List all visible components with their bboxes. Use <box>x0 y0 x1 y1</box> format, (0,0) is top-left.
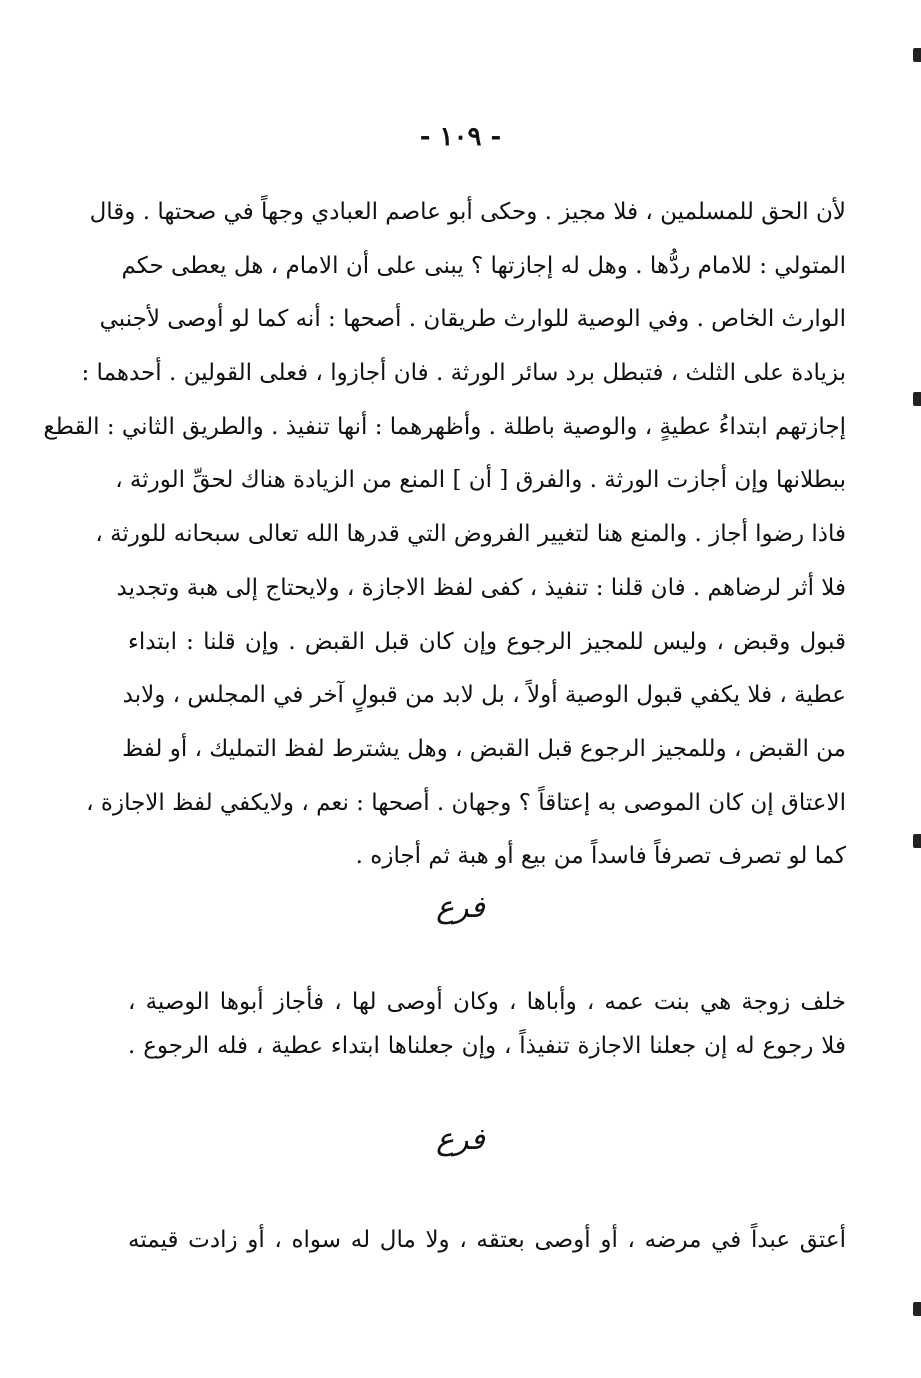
text-line: المتولي : للامام ردُّها . وهل له إجازتها ؟ يبنى على أن الامام ، هل يعطى حكم <box>121 252 846 279</box>
margin-mark <box>913 1302 921 1316</box>
margin-mark <box>913 48 921 62</box>
text-line: الوارث الخاص . وفي الوصية للوارث طريقان . أصحها : أنه كما لو أوصى لأجنبي <box>99 306 846 333</box>
text-line: الاعتاق إن كان الموصى به إعتاقاً ؟ وجهان . أصحها : نعم ، ولايكفي لفظ الاجازة ، <box>86 789 846 816</box>
text-line: بزيادة على الثلث ، فتبطل برد سائر الورثة . فان أجازوا ، فعلى القولين . أحدهما : <box>81 360 846 387</box>
page-number: - ١٠٩ - <box>419 122 502 152</box>
paragraph-2 <box>128 980 846 1068</box>
text-line: قبول وقبض ، وليس للمجيز الرجوع وإن كان قبل القبض . وإن قلنا : ابتداء <box>128 628 846 655</box>
text-line: ببطلانها وإن أجازت الورثة . والفرق [ أن ] المنع من الزيادة هناك لحقِّ الورثة ، <box>115 467 846 494</box>
text-line: فلا أثر لرضاهم . فان قلنا : تنفيذ ، كفى لفظ الاجازة ، ولايحتاج إلى هبة وتجديد <box>116 574 846 601</box>
text-line: عطية ، فلا يكفي قبول الوصية أولاً ، بل لابد من قبولٍ آخر في المجلس ، ولابد <box>122 682 846 709</box>
section-heading: فرع <box>436 890 485 925</box>
text-line: لأن الحق للمسلمين ، فلا مجيز . وحكى أبو عاصم العبادي وجهاً في صحتها . وقال <box>89 199 846 225</box>
margin-mark <box>913 834 921 848</box>
text-line: فاذا رضوا أجاز . والمنع هنا لتغيير الفروض التي قدرها الله تعالى سبحانه للورثة ، <box>95 521 846 548</box>
text-line: من القبض ، وللمجيز الرجوع قبل القبض ، وهل يشترط لفظ التمليك ، أو لفظ <box>121 735 846 762</box>
margin-mark <box>913 392 921 406</box>
section-heading: فرع <box>436 1122 485 1157</box>
text-line: أعتق عبداً في مرضه ، أو أوصى بعتقه ، ولا مال له سواه ، أو زادت قيمته <box>128 1227 846 1253</box>
paragraph-1 <box>43 186 846 884</box>
text-line: إجازتهم ابتداءُ عطيةٍ ، والوصية باطلة . وأظهرهما : أنها تنفيذ . والطريق الثاني : القطع <box>43 413 846 440</box>
text-line: خلف زوجة هي بنت عمه ، وأباها ، وكان أوصى لها ، فأجاز أبوها الوصية ، <box>128 989 846 1015</box>
text-line: فلا رجوع له إن جعلنا الاجازة تنفيذاً ، وإن جعلناها ابتداء عطية ، فله الرجوع . <box>128 1033 846 1059</box>
paragraph-3 <box>128 1214 846 1268</box>
text-line: كما لو تصرف تصرفاً فاسداً من بيع أو هبة ثم أجازه . <box>355 843 846 870</box>
